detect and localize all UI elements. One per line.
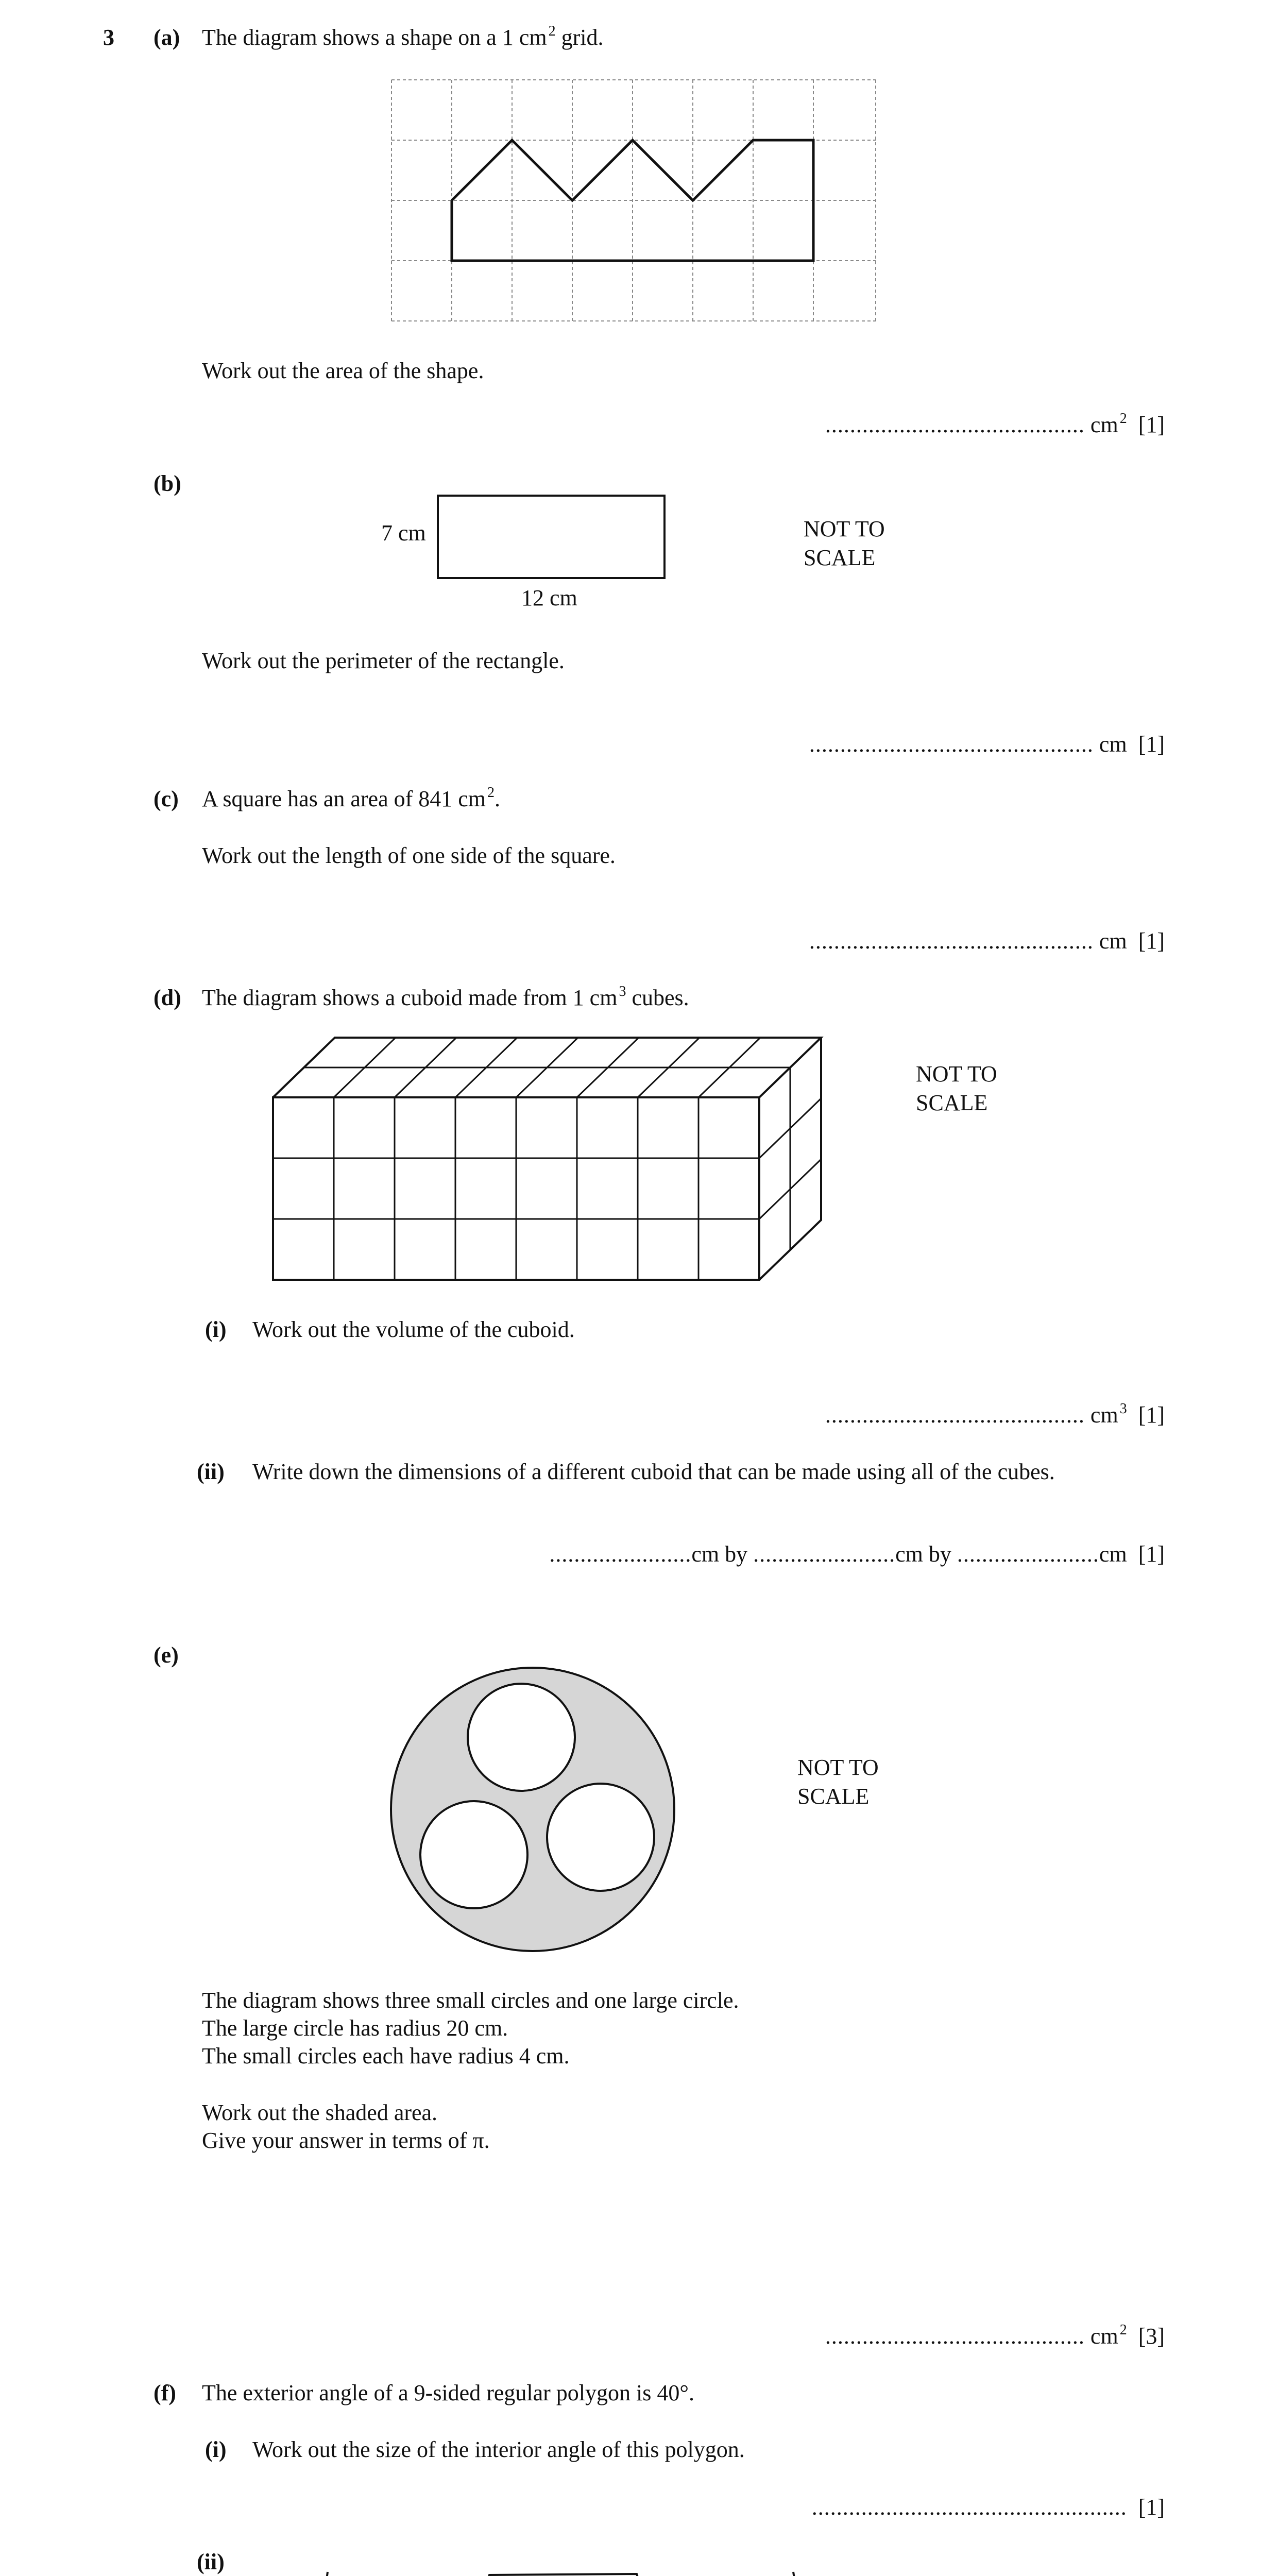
part-e-line4: Work out the shaded area. bbox=[202, 2100, 438, 2125]
pentagon-shape bbox=[445, 2574, 679, 2576]
part-a-label: (a) bbox=[154, 25, 180, 50]
part-b-instruction: Work out the perimeter of the rectangle. bbox=[202, 648, 565, 673]
part-b-label: (b) bbox=[154, 471, 181, 496]
part-d-text: The diagram shows a cuboid made from 1 cm $^3$ cubes. bbox=[202, 984, 689, 1010]
part-f-ii-label: (ii) bbox=[197, 2549, 225, 2574]
part-f-text: The exterior angle of a 9-sided regular polygon is 40°. bbox=[202, 2380, 694, 2405]
part-e-line2: The large circle has radius 20 cm. bbox=[202, 2015, 508, 2041]
part-e-label: (e) bbox=[154, 1642, 179, 1668]
part-d-i-answer-line[interactable]: .......................................... cm $^3$ [1] bbox=[825, 1401, 1165, 1428]
part-a-instruction: Work out the area of the shape. bbox=[202, 358, 484, 383]
part-e-answer-line[interactable]: .......................................... cm $^2$ [3] bbox=[825, 2322, 1165, 2349]
part-d-ii-answer-line[interactable]: .......................cm by .......................cm by .......................cm [1] bbox=[549, 1541, 1165, 1567]
part-c-text: A square has an area of 841 cm $^2$. bbox=[202, 785, 501, 811]
part-e-line5: Give your answer in terms of π. bbox=[202, 2128, 490, 2153]
part-a-text: The diagram shows a shape on a 1 cm $^2$ grid. bbox=[202, 23, 604, 50]
part-c-label: (c) bbox=[154, 786, 179, 811]
part-d-label: (d) bbox=[154, 985, 181, 1010]
part-d-ii-instruction: Write down the dimensions of a different cuboid that can be made using all of the cubes. bbox=[252, 1459, 1055, 1484]
part-f-i-instruction: Work out the size of the interior angle of this polygon. bbox=[252, 2437, 745, 2462]
part-c-answer-line[interactable]: .............................................. cm [1] bbox=[809, 928, 1165, 954]
part-b-not-to-scale-1: NOT TO bbox=[804, 516, 885, 541]
part-d-not-to-scale-1: NOT TO bbox=[916, 1061, 997, 1087]
part-d-ii-label: (ii) bbox=[197, 1459, 225, 1484]
part-c-instruction: Work out the length of one side of the square. bbox=[202, 843, 616, 868]
part-e-not-to-scale-2: SCALE bbox=[797, 1784, 870, 1809]
part-f-i-answer-line[interactable]: ................................................... [1] bbox=[811, 2495, 1165, 2520]
rectangle-width-label: 12 cm bbox=[521, 585, 577, 611]
part-b-not-to-scale-2: SCALE bbox=[804, 545, 876, 570]
part-b-answer-line[interactable]: .............................................. cm [1] bbox=[809, 732, 1165, 757]
part-d-i-label: (i) bbox=[205, 1317, 227, 1342]
part-e-line1: The diagram shows three small circles and one large circle. bbox=[202, 1988, 739, 2013]
part-d-i-instruction: Work out the volume of the cuboid. bbox=[252, 1317, 575, 1342]
part-d-not-to-scale-2: SCALE bbox=[916, 1090, 988, 1115]
question-number: 3 bbox=[103, 25, 114, 50]
part-f-i-label: (i) bbox=[205, 2437, 227, 2462]
part-f-label: (f) bbox=[154, 2380, 176, 2405]
part-e-not-to-scale-1: NOT TO bbox=[797, 1755, 879, 1780]
part-a-answer-line[interactable]: .......................................... cm $^2$ [1] bbox=[825, 411, 1165, 437]
part-e-line3: The small circles each have radius 4 cm. bbox=[202, 2043, 570, 2069]
rectangle-height-label: 7 cm bbox=[381, 520, 426, 546]
